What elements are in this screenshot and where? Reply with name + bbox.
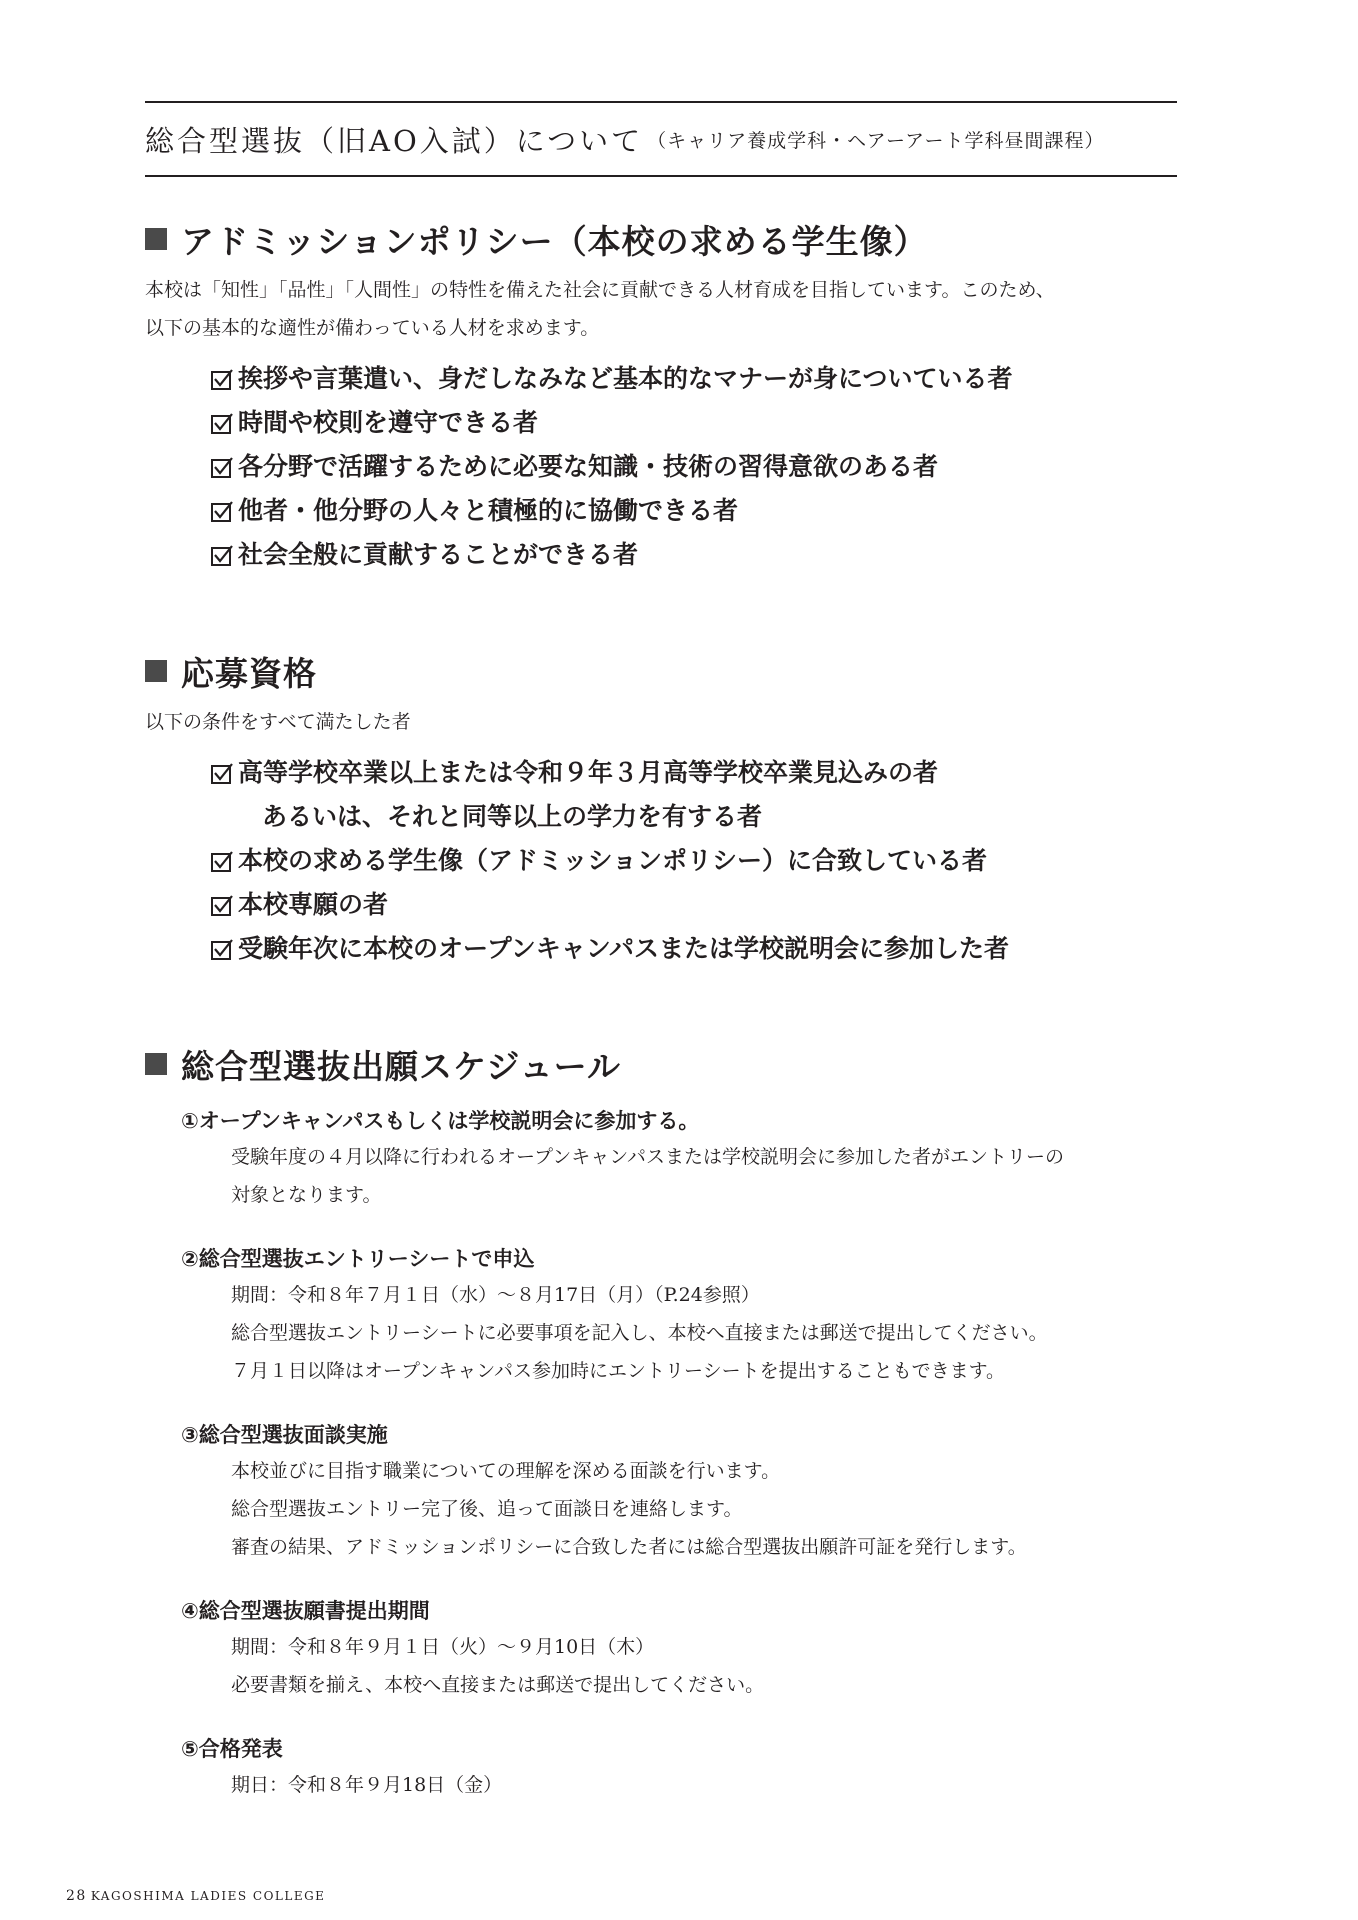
square-bullet-icon xyxy=(145,1053,167,1075)
checklist-item xyxy=(211,489,1185,533)
checklist-item-text: 他者・他分野の人々と積極的に協働できる者 xyxy=(238,496,739,525)
step-body xyxy=(231,1628,1185,1704)
checklist-item-text: 各分野で活躍するために必要な知識・技術の習得意欲のある者 xyxy=(238,452,939,481)
checklist-item-text: 社会全般に貢献することができる者 xyxy=(238,540,639,569)
checklist-item xyxy=(211,927,1185,971)
schedule-step xyxy=(181,1594,1185,1704)
step-body xyxy=(231,1766,1185,1804)
step-line: 期間：令和８年９月１日（火）～９月10日（木） xyxy=(231,1636,655,1658)
step-title: ②総合型選抜エントリーシートで申込 xyxy=(181,1247,535,1271)
checklist-item xyxy=(211,445,1185,489)
schedule-section xyxy=(145,1040,1185,1832)
section-intro xyxy=(145,271,1185,347)
checkbox-checked-icon xyxy=(211,401,236,445)
schedule-steps xyxy=(181,1104,1185,1804)
step-title: ①オープンキャンパスもしくは学校説明会に参加する。 xyxy=(181,1109,700,1133)
page-title-subtitle: （キャリア養成学科・ヘアーアート学科昼間課程） xyxy=(647,129,1105,152)
step-title: ③総合型選抜面談実施 xyxy=(181,1423,388,1447)
step-line: 対象となります。 xyxy=(231,1184,382,1206)
schedule-step xyxy=(181,1418,1185,1566)
section-heading xyxy=(145,1040,1185,1088)
page-number: 28 xyxy=(66,1888,87,1904)
section-heading xyxy=(145,647,1185,695)
checklist-item xyxy=(211,839,1185,883)
checklist-item xyxy=(211,751,1185,839)
square-bullet-icon xyxy=(145,228,167,250)
checklist-item xyxy=(211,401,1185,445)
policy-checklist xyxy=(211,357,1185,577)
intro-line: 以下の基本的な適性が備わっている人材を求めます。 xyxy=(145,317,600,339)
eligibility-section xyxy=(145,647,1185,971)
checklist-item-continuation: あるいは、それと同等以上の学力を有する者 xyxy=(262,802,763,831)
step-line: 期日：令和８年９月18日（金） xyxy=(231,1774,503,1796)
step-title: ④総合型選抜願書提出期間 xyxy=(181,1599,430,1623)
checklist-item-text: 受験年次に本校のオープンキャンパスまたは学校説明会に参加した者 xyxy=(238,934,1010,963)
college-name: KAGOSHIMA LADIES COLLEGE xyxy=(90,1889,326,1903)
step-line: 審査の結果、アドミッションポリシーに合致した者には総合型選抜出願許可証を発行します。 xyxy=(231,1536,1027,1558)
step-line: 期間：令和８年７月１日（水）～８月17日（月）（P.24参照） xyxy=(231,1284,760,1306)
section-title: 応募資格 xyxy=(181,653,317,693)
step-line: 必要書類を揃え、本校へ直接または郵送で提出してください。 xyxy=(231,1674,765,1696)
section-heading xyxy=(145,215,1185,263)
step-line: 総合型選抜エントリー完了後、追って面談日を連絡します。 xyxy=(231,1498,743,1520)
header-top-rule xyxy=(145,101,1177,103)
checkbox-checked-icon xyxy=(211,927,236,971)
checklist-item-text: 挨拶や言葉遣い、身だしなみなど基本的なマナーが身についている者 xyxy=(238,364,1013,393)
admission-policy-section xyxy=(145,215,1185,577)
checklist-item-text: 高等学校卒業以上または令和９年３月高等学校卒業見込みの者 xyxy=(238,758,939,787)
section-title: 総合型選抜出願スケジュール xyxy=(181,1046,622,1086)
checkbox-checked-icon xyxy=(211,883,236,927)
step-line: ７月１日以降はオープンキャンパス参加時にエントリーシートを提出することもできます。 xyxy=(231,1360,1006,1382)
square-bullet-icon xyxy=(145,660,167,682)
checkbox-checked-icon xyxy=(211,533,236,577)
step-body xyxy=(231,1452,1185,1566)
checklist-item-text: 時間や校則を遵守できる者 xyxy=(238,408,539,437)
page-title-main: 総合型選抜（旧AO入試）について xyxy=(145,123,644,158)
checkbox-checked-icon xyxy=(211,839,236,883)
checklist-item-text: 本校の求める学生像（アドミッションポリシー）に合致している者 xyxy=(238,846,988,875)
page-footer xyxy=(66,1888,325,1904)
header-bottom-rule xyxy=(145,175,1177,177)
schedule-step xyxy=(181,1242,1185,1390)
step-title: ⑤合格発表 xyxy=(181,1737,283,1761)
step-line: 総合型選抜エントリーシートに必要事項を記入し、本校へ直接または郵送で提出してください。 xyxy=(231,1322,1048,1344)
checklist-item-body xyxy=(238,751,938,839)
checklist-item xyxy=(211,357,1185,401)
checklist-item xyxy=(211,533,1185,577)
checkbox-checked-icon xyxy=(211,489,236,533)
eligibility-checklist xyxy=(211,751,1185,971)
checkbox-checked-icon xyxy=(211,357,236,401)
step-body xyxy=(231,1276,1185,1390)
checklist-item-text: 本校専願の者 xyxy=(238,890,389,919)
schedule-step xyxy=(181,1104,1185,1214)
page-title xyxy=(145,113,1177,165)
schedule-step xyxy=(181,1732,1185,1804)
section-title: アドミッションポリシー（本校の求める学生像） xyxy=(181,221,928,261)
intro-line: 本校は「知性」「品性」「人間性」の特性を備えた社会に貢献できる人材育成を目指しています。このため、 xyxy=(145,279,1055,301)
step-line: 本校並びに目指す職業についての理解を深める面談を行います。 xyxy=(231,1460,781,1482)
step-line: 受験年度の４月以降に行われるオープンキャンパスまたは学校説明会に参加した者がエントリーの xyxy=(231,1146,1064,1168)
checkbox-checked-icon xyxy=(211,751,236,795)
step-body xyxy=(231,1138,1185,1214)
section-intro: 以下の条件をすべて満たした者 xyxy=(145,711,411,733)
checkbox-checked-icon xyxy=(211,445,236,489)
checklist-item xyxy=(211,883,1185,927)
